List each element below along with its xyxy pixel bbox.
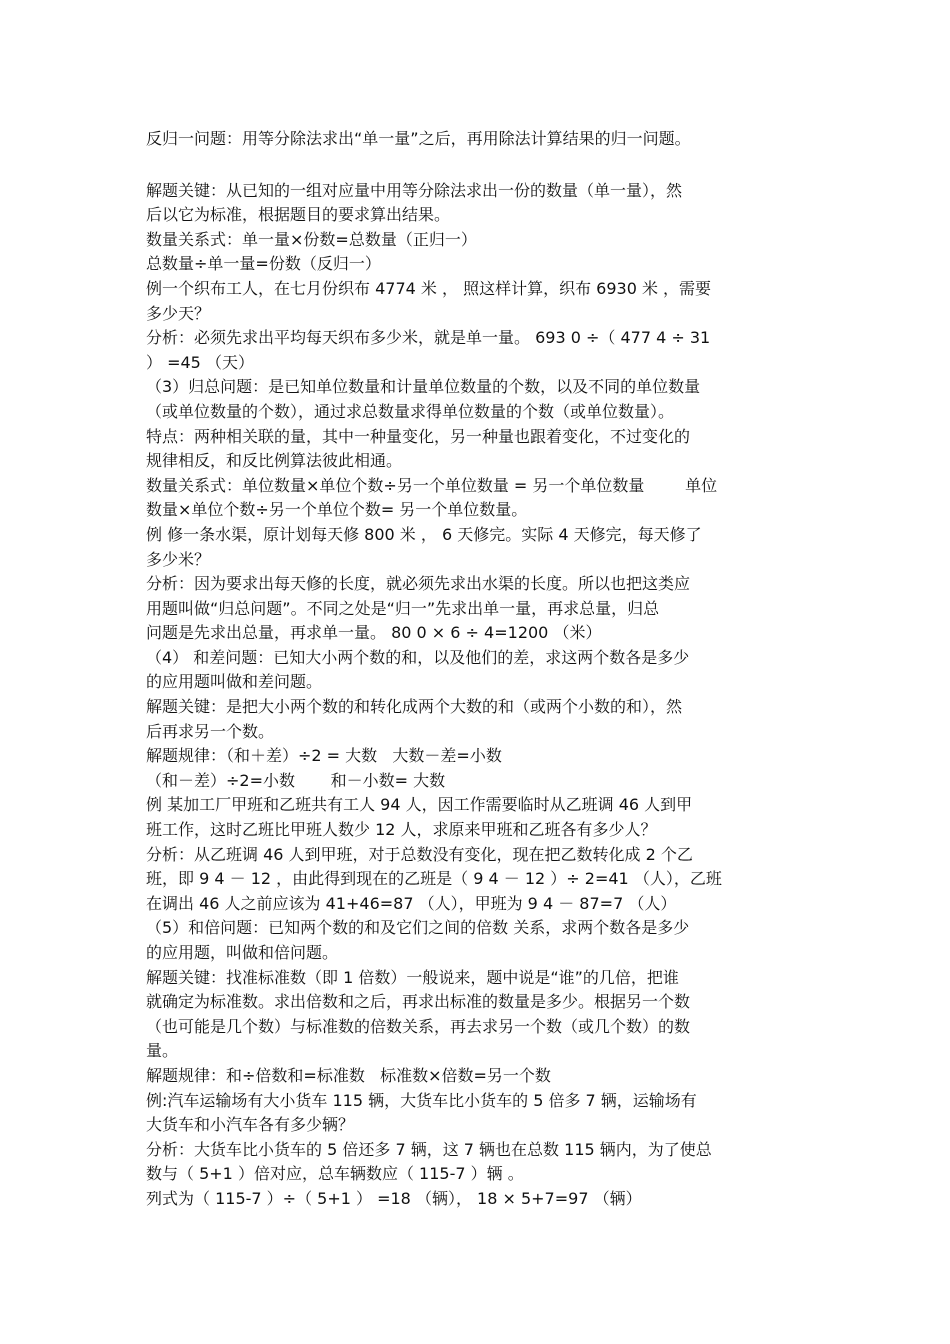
text-line: 特点：两种相关联的量，其中一种量变化，另一种量也跟着变化，不过变化的 — [146, 426, 691, 446]
text-line: 分析：大货车比小货车的 5 倍还多 7 辆，这 7 辆也在总数 115 辆内，为了使总 — [146, 1139, 712, 1159]
text-line: （或单位数量的个数），通过求总数量求得单位数量的个数（或单位数量）。 — [146, 401, 675, 421]
text-line: 解题规律：和÷倍数和=标准数 标准数×倍数=另一个数 — [146, 1065, 551, 1085]
text-line: 的应用题叫做和差问题。 — [146, 672, 323, 692]
text-line: 后以它为标准，根据题目的要求算出结果。 — [146, 205, 451, 225]
text-line: 例一个织布工人，在七月份织布 4774 米 ， 照这样计算，织布 6930 米 ，需要 — [146, 278, 712, 298]
text-line: 规律相反，和反比例算法彼此相通。 — [146, 451, 403, 471]
text-line: 分析：因为要求出每天修的长度，就必须先求出水渠的长度。所以也把这类应 — [146, 574, 691, 594]
text-line: 数量关系式：单一量×份数=总数量（正归一） — [146, 229, 477, 249]
text-line: 后再求另一个数。 — [146, 721, 275, 741]
text-line: 数量×单位个数÷另一个单位个数= 另一个单位数量。 — [146, 500, 528, 520]
text-line: 数量关系式：单位数量×单位个数÷另一个单位数量 = 另一个单位数量 单位 — [146, 475, 718, 495]
text-line: 班，即 9 4 － 12 ，由此得到现在的乙班是（ 9 4 － 12 ）÷ 2=41 （人），乙班 — [146, 869, 722, 889]
text-line: 多少天？ — [146, 303, 211, 323]
text-line: 例 修一条水渠，原计划每天修 800 米 ， 6 天修完。实际 4 天修完，每天修了 — [146, 524, 702, 544]
text-line: 列式为（ 115-7 ）÷（ 5+1 ） =18 （辆）， 18 × 5+7=97 （辆） — [146, 1188, 642, 1208]
text-line: 解题规律：（和＋差）÷2 = 大数 大数－差=小数 — [146, 746, 502, 766]
text-line: （4） 和差问题：已知大小两个数的和，以及他们的差，求这两个数各是多少 — [146, 647, 690, 667]
text-line: 在调出 46 人之前应该为 41+46=87 （人），甲班为 9 4 － 87=7 （人） — [146, 893, 677, 913]
text-line: 问题是先求出总量，再求单一量。 80 0 × 6 ÷ 4=1200 （米） — [146, 623, 602, 643]
text-line: 例:汽车运输场有大小货车 115 辆，大货车比小货车的 5 倍多 7 辆，运输场有 — [146, 1090, 697, 1110]
text-line: ） =45 （天） — [146, 352, 254, 372]
text-line: 班工作，这时乙班比甲班人数少 12 人，求原来甲班和乙班各有多少人？ — [146, 820, 657, 840]
text-line: 量。 — [146, 1041, 179, 1061]
text-line: （3）归总问题：是已知单位数量和计量单位数量的个数，以及不同的单位数量 — [146, 377, 701, 397]
text-line: 例 某加工厂甲班和乙班共有工人 94 人，因工作需要临时从乙班调 46 人到甲 — [146, 795, 693, 815]
text-line: 数与（ 5+1 ）倍对应，总车辆数应（ 115-7 ）辆 。 — [146, 1164, 524, 1184]
text-line: 用题叫做“归总问题”。不同之处是“归一”先求出单一量，再求总量，归总 — [146, 598, 660, 618]
text-line: 总数量÷单一量=份数（反归一） — [146, 254, 381, 274]
text-line: 多少米？ — [146, 549, 211, 569]
text-line: 解题关键：找准标准数（即 1 倍数）一般说来，题中说是“谁”的几倍，把谁 — [146, 967, 679, 987]
text-line: （5）和倍问题：已知两个数的和及它们之间的倍数 关系，求两个数各是多少 — [146, 918, 690, 938]
text-line: 反归一问题：用等分除法求出“单一量”之后，再用除法计算结果的归一问题。 — [146, 129, 691, 148]
text-line: 解题关键：是把大小两个数的和转化成两个大数的和（或两个小数的和），然 — [146, 697, 683, 717]
blank-line — [146, 152, 814, 179]
text-line: （和－差）÷2=小数 和－小数= 大数 — [146, 770, 446, 790]
document-body — [146, 127, 814, 1212]
text-line: （也可能是几个数）与标准数的倍数关系，再去求另一个数（或几个数）的数 — [146, 1016, 691, 1036]
text-line: 的应用题，叫做和倍问题。 — [146, 943, 339, 962]
text-line: 分析：必须先求出平均每天织布多少米，就是单一量。 693 0 ÷（ 477 4 ÷ 31 — [146, 328, 711, 348]
text-line: 解题关键：从已知的一组对应量中用等分除法求出一份的数量（单一量），然 — [146, 180, 683, 200]
text-line: 分析：从乙班调 46 人到甲班，对于总数没有变化，现在把乙数转化成 2 个乙 — [146, 844, 693, 864]
text-line: 就确定为标准数。求出倍数和之后，再求出标准的数量是多少。根据另一个数 — [146, 992, 691, 1012]
text-line: 大货车和小汽车各有多少辆？ — [146, 1115, 355, 1135]
